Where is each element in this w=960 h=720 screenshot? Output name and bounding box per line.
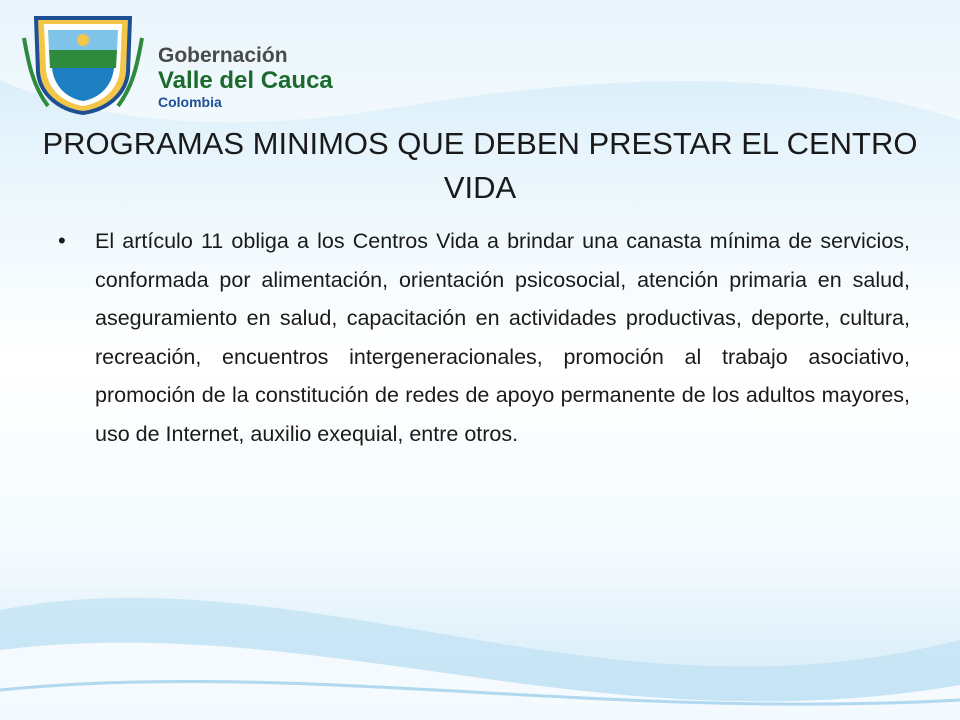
content-body — [58, 222, 910, 475]
logo-line-colombia: Colombia — [158, 94, 222, 110]
coat-of-arms-icon — [18, 10, 148, 115]
bullet-marker: • — [58, 228, 66, 253]
bullet-paragraph: El artículo 11 obliga a los Centros Vida a brindar una canasta mínima de servicios, conformada por alimentación, orientación psicosocial, atención primaria en salud, aseguramiento en salud, capacitación en actividades productivas, deporte, cultura, recreación, encuentros intergeneracionales, promoción al trabajo asociativo, promoción de la constitución de redes de apoyo permanente de los adultos mayores, uso de Internet, auxilio exequial, entre otros. — [95, 229, 910, 446]
logo-line-gobernacion: Gobernación — [158, 44, 288, 67]
logo-line-valle-del-cauca: Valle del Cauca — [158, 67, 333, 94]
logo-gobernacion — [18, 10, 348, 115]
slide-title: PROGRAMAS MINIMOS QUE DEBEN PRESTAR EL CENTRO VIDA — [42, 126, 918, 205]
logo-text — [158, 44, 333, 110]
